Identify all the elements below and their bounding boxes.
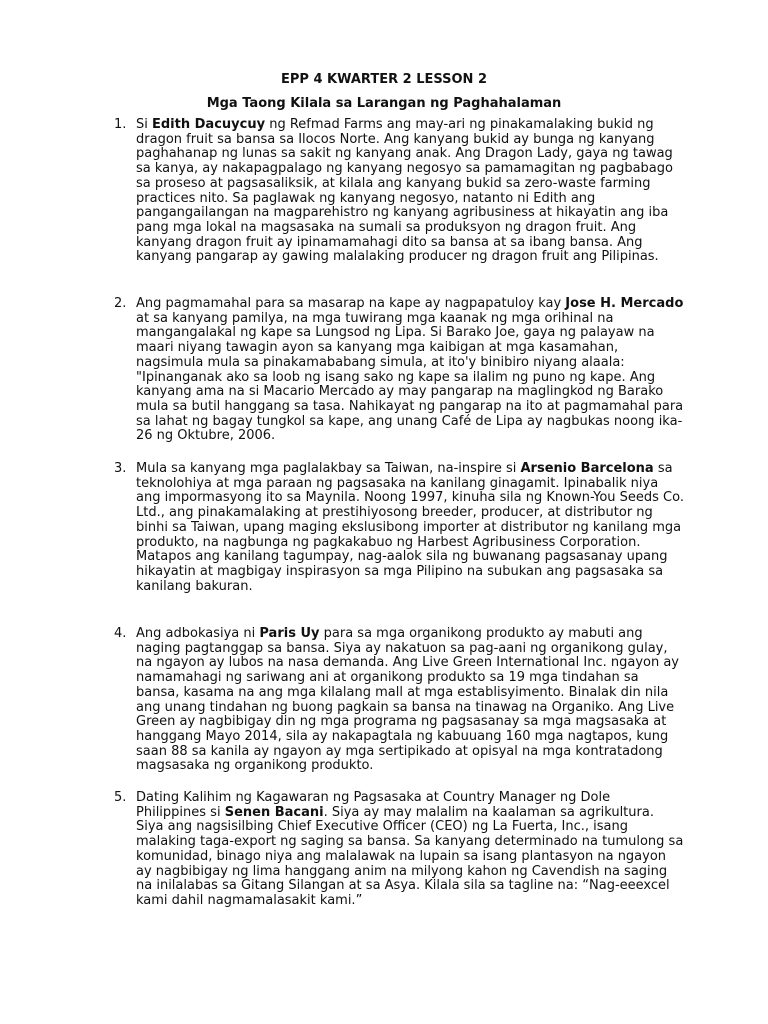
person-name: Arsenio Barcelona xyxy=(520,461,654,476)
list-item xyxy=(114,462,684,594)
list-item-text xyxy=(136,297,684,444)
document-title: EPP 4 KWARTER 2 LESSON 2 xyxy=(280,72,487,87)
item-text-before: Dating Kalihim ng Kagawaran ng Pagsasaka at Country Manager ng Dole Philippines si xyxy=(136,790,611,820)
person-name: Jose H. Mercado xyxy=(565,296,684,311)
item-text-after: ng Refmad Farms ang may-ari ng pinakamalaking bukid ng dragon fruit sa bansa sa Ilocos Norte. Ang kanyang bukid ay bunga ng kanyang paghahanap ng lunas sa sakit ng kanyang anak. Ang Dragon Lady, gaya ng tawag sa kanya, ay nakapagpalago ng kanyang negosyo sa pamamagitan ng pagbabago sa proseso at pagsasaliksik, at kilala ang kanyang bukid sa zero-waste farming practices nito. Sa paglawak ng kanyang negosyo, natanto ni Edith ang pangangailangan na magparehistro ng kanyang agribusiness at hikayatin ang iba pang mga lokal na magsasaka na sumali sa produksyon ng dragon fruit. Ang kanyang dragon fruit ay ipinamamahagi dito sa bansa at sa ibang bansa. Ang kanyang pangarap ay gawing malalaking producer ng dragon fruit ang Pilipinas. xyxy=(136,117,673,265)
item-text-after: sa teknolohiya at mga paraan ng pagsasaka na kanilang ginagamit. Ipinabalik niya ang impormasyong ito sa Maynila. Noong 1997, kinuha sila ng Known-You Seeds Co. Ltd., ang pinakamalaking at prestihiyosong breeder, producer, at distributor ng binhi sa Taiwan, upang maging ekslusibong importer at distributor ng kanilang mga produkto, na nagbunga ng pagkakabuo ng Harbest Agribusiness Corporation. Matapos ang kanilang tagumpay, nag-aalok sila ng buwanang pagsasanay upang hikayatin at magbigay inspirasyon sa mga Pilipino na subukan ang pagsasaka sa kanilang bakuran. xyxy=(136,461,684,594)
list-item-number: 5. xyxy=(114,790,127,805)
item-text-before: Mula sa kanyang mga paglalakbay sa Taiwan, na-inspire si xyxy=(136,461,521,476)
person-name: Paris Uy xyxy=(259,626,320,641)
list-item-number: 1. xyxy=(114,117,127,132)
list-item xyxy=(114,791,684,909)
item-text-after: . Siya ay may malalim na kaalaman sa agrikultura. Siya ang nagsisilbing Chief Executive Officer (CEO) ng La Fuerta, Inc., isang malaking taga-export ng saging sa bansa. Sa kanyang determinado na tumulong sa komunidad, binago niya ang malalawak na lupain sa isang plantasyon na ngayon ay nagbibigay ng lima hanggang anim na milyong kahon ng Cavendish na saging na inilalabas sa Gitang Silangan at sa Asya. Kilala sila sa tagline na: “Nag-eeexcel kami dahil nagmamalasakit kami.” xyxy=(136,804,684,908)
list-item-number: 2. xyxy=(114,296,127,311)
person-name: Senen Bacani xyxy=(224,804,324,820)
item-text-before: Ang adbokasiya ni xyxy=(136,626,260,641)
list-item xyxy=(114,627,684,774)
list-item-text xyxy=(136,462,684,594)
document-subtitle: Mga Taong Kilala sa Larangan ng Paghahalaman xyxy=(206,96,562,111)
list-item-text xyxy=(136,627,684,774)
list-item-text xyxy=(136,791,684,909)
item-text-before: Si xyxy=(136,117,152,132)
person-name: Edith Dacuycuy xyxy=(152,117,266,132)
item-text-after: at sa kanyang pamilya, na mga tuwirang mga kaanak ng mga orihinal na mangangalakal ng kape sa Lungsod ng Lipa. Si Barako Joe, gaya ng palayaw na maari niyang tawagin ayon sa kanyang mga kaibigan at mga kasamahan, nagsimula mula sa pinakamababang simula, at ito'y binibiro niyang alaala: "Ipinanganak ako sa loob ng isang sako ng kape sa ilalim ng puno ng kape. Ang kanyang ama na si Macario Mercado ay may pangarap na maglingkod ng Barako mula sa butil hanggang sa tasa. Nahikayat ng pangarap na ito at pagmamahal para sa lahat ng bagay tungkol sa kape, ang unang Café de Lipa ay nagbukas noong ika-26 ng Oktubre, 2006. xyxy=(136,310,684,444)
list-item-number: 4. xyxy=(114,626,127,641)
list-item-number: 3. xyxy=(114,461,127,476)
list-item xyxy=(114,297,684,444)
item-text-after: para sa mga organikong produkto ay mabuti ang naging pagtanggap sa bansa. Siya ay nakatuon sa pag-aani ng organikong gulay, na ngayon ay lubos na nasa demanda. Ang Live Green International Inc. ngayon ay namamahagi ng sariwang ani at organikong produkto sa 19 mga tindahan sa bansa, kasama na ang mga kilalang mall at mga establisyimento. Binalak din nila ang unang tindahan ng buong pagkain sa bansa na tinawag na Organiko. Ang Live Green ay nagbibigay din ng mga programa ng pagsasanay sa mga magsasaka at hanggang Mayo 2014, sila ay nakapagtala ng kabuuang 160 mga nagtapos, kung saan 88 sa kanila ay ngayon ay mga sertipikado at opisyal na mga kontratadong magsasaka ng organikong produkto. xyxy=(136,626,680,774)
list-item xyxy=(114,118,684,265)
list-item-text xyxy=(136,118,684,265)
item-text-before: Ang pagmamahal para sa masarap na kape ay nagpapatuloy kay xyxy=(136,296,566,311)
